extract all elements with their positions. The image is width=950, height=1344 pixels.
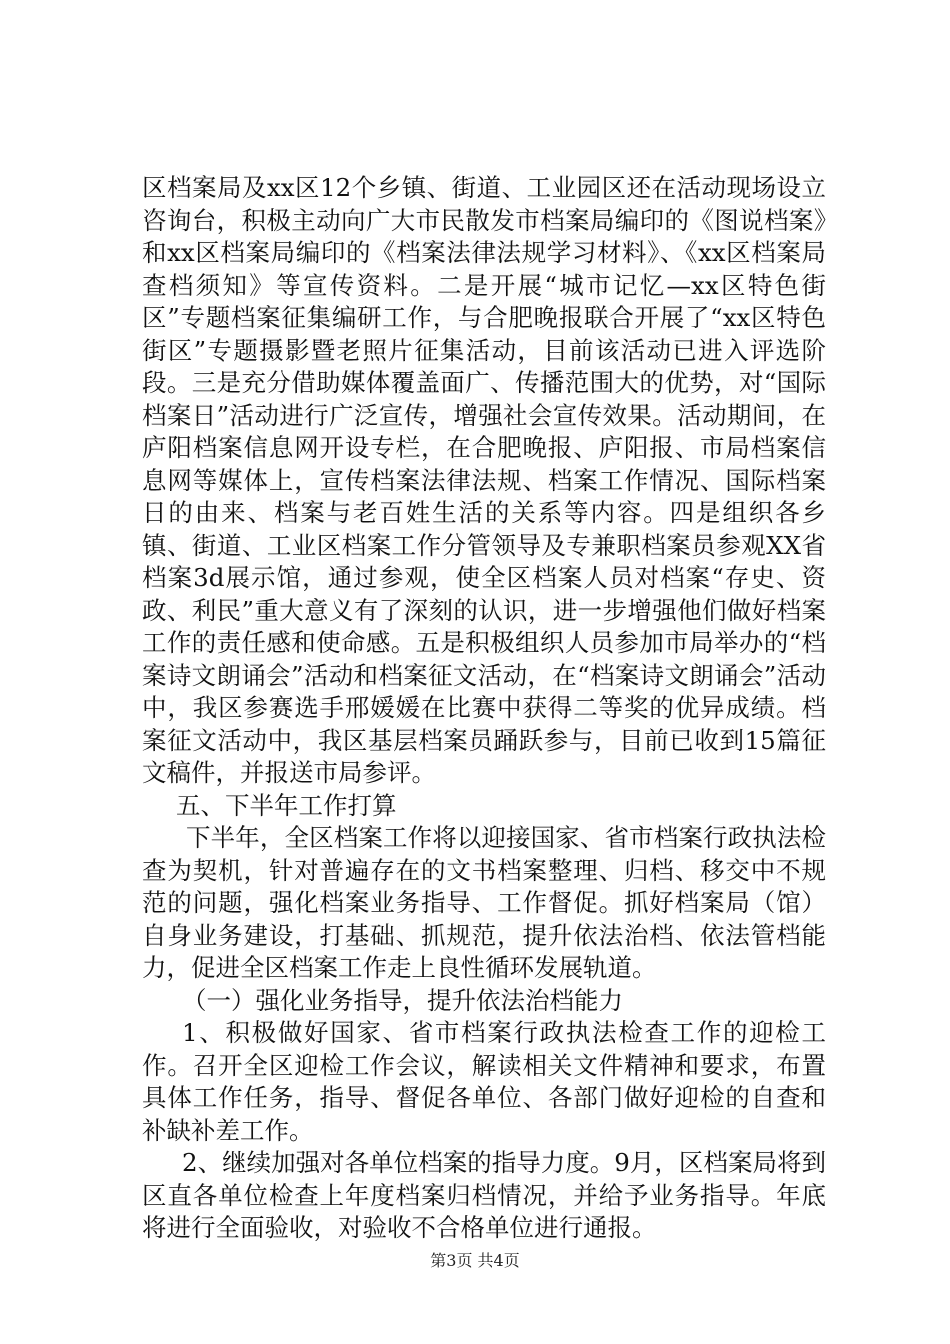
paragraph-guidance-strengthening: 2、继续加强对各单位档案的指导力度。9月，区档案局将到区直各单位检查上年度档案归档情况，并给予业务指导。年底将进行全面验收，对验收不合格单位进行通报。 <box>142 1148 826 1242</box>
document-body <box>142 172 826 1245</box>
paragraph-second-half-overview: 下半年，全区档案工作将以迎接国家、省市档案行政执法检查为契机，针对普遍存在的文书档案整理、归档、移交中不规范的问题，强化档案业务指导、工作督促。抓好档案局（馆）自身业务建设，打基础、抓规范，提升依法治档、依法管档能力，促进全区档案工作走上良性循环发展轨道。 <box>142 823 826 982</box>
paragraph-inspection-preparation: 1、积极做好国家、省市档案行政执法检查工作的迎检工作。召开全区迎检工作会议，解读相关文件精神和要求，布置具体工作任务，指导、督促各单位、各部门做好迎检的自查和补缺补差工作。 <box>142 1018 826 1145</box>
subheading-business-guidance: （一）强化业务指导，提升依法治档能力 <box>182 985 623 1015</box>
paragraph-archive-activities: 区档案局及xx区12个乡镇、街道、工业园区还在活动现场设立咨询台，积极主动向广大市民散发市档案局编印的《图说档案》和xx区档案局编印的《档案法律法规学习材料》、《xx区档案局查档须知》等宣传资料。二是开展“城市记忆—xx区特色街区”专题档案征集编研工作，与合肥晚报联合开展了“xx区特色街区”专题摄影暨老照片征集活动，目前该活动已进入评选阶段。三是充分借助媒体覆盖面广、传播范围大的优势，对“国际档案日”活动进行广泛宣传，增强社会宣传效果。活动期间，在庐阳档案信息网开设专栏，在合肥晚报、庐阳报、市局档案信息网等媒体上，宣传档案法律法规、档案工作情况、国际档案日的由来、档案与老百姓生活的关系等内容。四是组织各乡镇、街道、工业区档案工作分管领导及专兼职档案员参观XX省档案3d展示馆，通过参观，使全区档案人员对档案“存史、资政、利民”重大意义有了深刻的认识，进一步增强他们做好档案工作的责任感和使命感。五是积极组织人员参加市局举办的“档案诗文朗诵会”活动和档案征文活动，在“档案诗文朗诵会”活动中，我区参赛选手邢媛媛在比赛中获得二等奖的优异成绩。档案征文活动中，我区基层档案员踊跃参与，目前已收到15篇征文稿件，并报送市局参评。 <box>142 173 826 787</box>
section-heading-second-half-plan: 五、下半年工作打算 <box>176 790 397 820</box>
page-number-footer: 第3页 共4页 <box>430 1251 520 1270</box>
